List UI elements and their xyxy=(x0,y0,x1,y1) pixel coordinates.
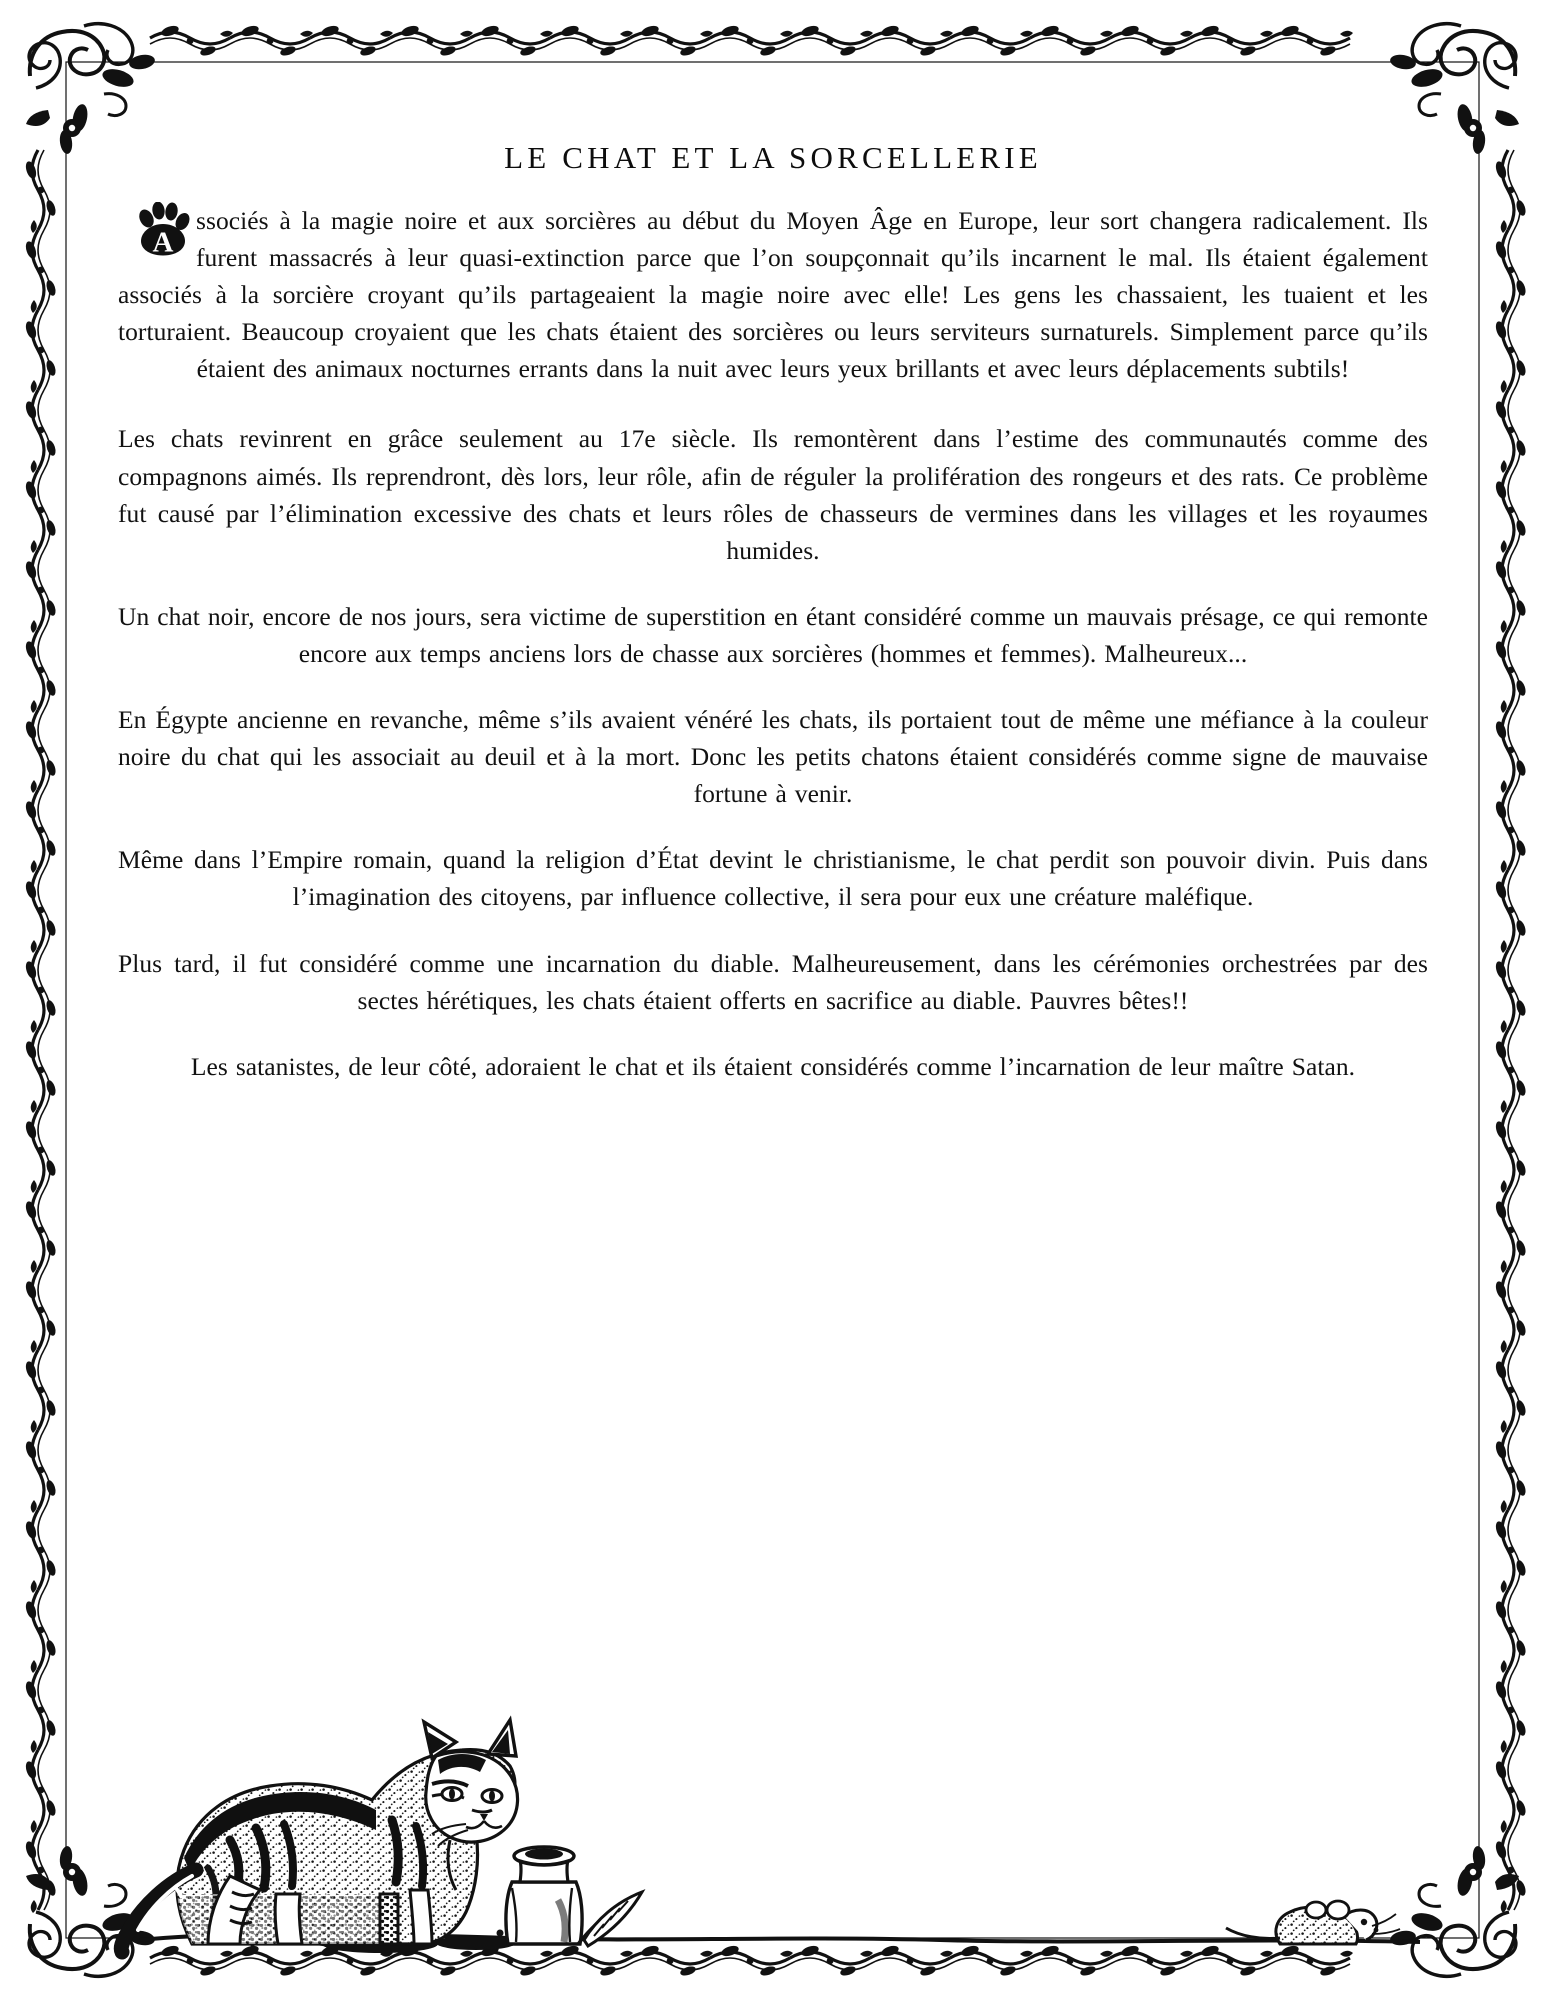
paragraph-3: Un chat noir, encore de nos jours, sera victime de superstition en étant considéré comme un mauvais présage, ce qui remonte encore aux temps anciens lors de chasse aux sorcières (hommes et femmes). Malheureux... xyxy=(118,601,1428,668)
mouse-icon xyxy=(1226,1901,1400,1944)
paragraph-5: Même dans l’Empire romain, quand la religion d’État devint le christianisme, le chat perdit son pouvoir divin. Puis dans l’imagination des citoyens, par influence collective, il sera pour eux une créature maléfique. xyxy=(118,845,1428,912)
paragraph-1-text: ssociés à la magie noire et aux sorcières au début du Moyen Âge en Europe, leur sort changera radicalement. Ils furent massacrés à leur quasi-extinction parce que l’on soupçonnait qu’ils incarnent le mal. Ils étaient également associés à la sorcière croyant qu’ils partageaient la magie noire avec elle! Les gens les chassaient, les tuaient et les torturaient. Beaucoup croyaient que les chats étaient des sorcières ou leurs serviteurs surnaturels. Simplement parce qu’ils étaient des animaux nocturnes errants dans la nuit avec leurs yeux brillants et avec leurs déplacements subtils! xyxy=(118,206,1428,384)
ground-ink-splatter xyxy=(140,1926,1420,1953)
inkwell-icon xyxy=(506,1847,582,1944)
paragraph-4: En Égypte ancienne en revanche, même s’ils avaient vénéré les chats, ils portaient tout de même une méfiance à la couleur noire du chat qui les associait au deuil et à la mort. Donc les petits chatons étaient considérés comme signe de mauvaise fortune à venir. xyxy=(118,705,1428,809)
paragraph-7: Les satanistes, de leur côté, adoraient le chat et ils étaient considérés comme l’incarnation de leur maître Satan. xyxy=(190,1051,1356,1081)
paragraph-1 xyxy=(118,202,1428,387)
svg-text:A: A xyxy=(152,226,174,258)
tabby-cat-icon xyxy=(121,1720,517,1954)
cat-inkwell-mouse-illustration xyxy=(80,1644,1470,1974)
article-body xyxy=(118,140,1428,1114)
page-title: LE CHAT ET LA SORCELLERIE xyxy=(504,140,1042,175)
quill-feather-icon xyxy=(578,1892,642,1946)
paragraph-6: Plus tard, il fut considéré comme une incarnation du diable. Malheureusement, dans les cérémonies orchestrées par des sectes hérétiques, les chats étaient offerts en sacrifice au diable. Pauvres bêtes!! xyxy=(118,948,1428,1015)
paw-print-drop-cap-icon xyxy=(134,202,192,258)
paragraph-2: Les chats revinrent en grâce seulement au 17e siècle. Ils remontèrent dans l’estime des communautés comme des compagnons aimés. Ils reprendront, dès lors, leur rôle, afin de réguler la prolifération des rongeurs et des rats. Ce problème fut causé par l’élimination excessive des chats et leurs rôles de chasseurs de vermines dans les villages et les royaumes humides. xyxy=(118,424,1428,565)
